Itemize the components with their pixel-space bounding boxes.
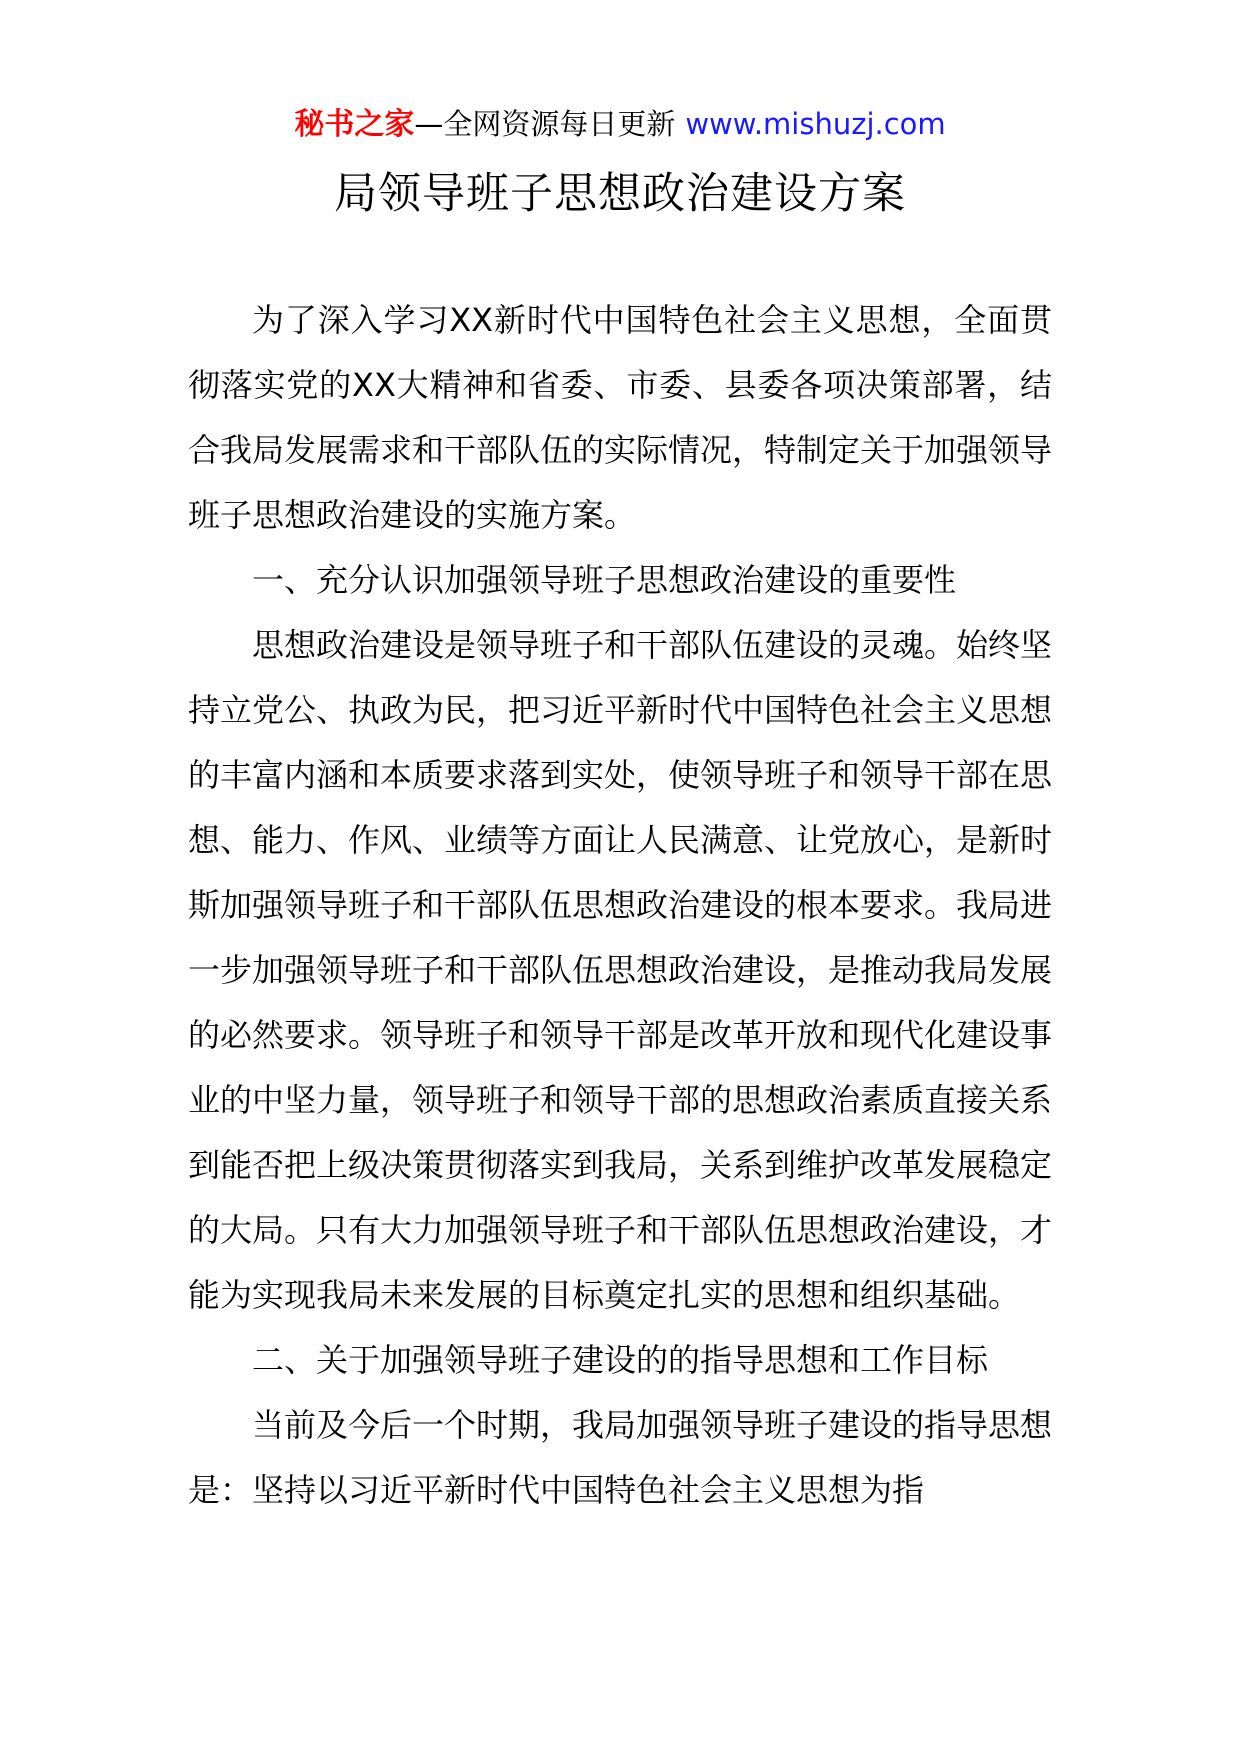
brand-name: 秘书之家: [294, 107, 415, 142]
section-heading-1: 一、充分认识加强领导班子思想政治建设的重要性: [252, 561, 957, 599]
paragraph-section-1: 思想政治建设是领导班子和干部队伍建设的灵魂。始终坚持立党公、执政为民，把习近平新时代中国特色社会主义思想的丰富内涵和本质要求落到实处，使领导班子和领导干部在思想、能力、作风、业绩等方面让人民满意、让党放心，是新时斯加强领导班子和干部队伍思想政治建设的根本要求。我局进一步加强领导班子和干部队伍思想政治建设，是推动我局发展的必然要求。领导班子和领导干部是改革开放和现代化建设事业的中坚力量，领导班子和领导干部的思想政治素质直接关系到能否把上级决策贯彻落实到我局，关系到维护改革发展稳定的大局。只有大力加强领导班子和干部队伍思想政治建设，才能为实现我局未来发展的目标奠定扎实的思想和组织基础。: [188, 626, 1053, 1314]
paragraph-section-2: 当前及今后一个时期，我局加强领导班子建设的指导思想是：坚持以习近平新时代中国特色社会主义思想为指: [188, 1406, 1053, 1509]
document-body: [188, 288, 1052, 1523]
paragraph-intro: 为了深入学习XX新时代中国特色社会主义思想，全面贯彻落实党的XX大精神和省委、市委、县委各项决策部署，结合我局发展需求和干部队伍的实际情况，特制定关于加强领导班子思想政治建设的实施方案。: [188, 301, 1053, 534]
document-title: 局领导班子思想政治建设方案: [334, 169, 906, 219]
header-tagline: —全网资源每日更新: [414, 107, 676, 141]
site-header: [0, 104, 1240, 145]
site-url-link[interactable]: www.mishuzj.com: [685, 107, 946, 141]
section-heading-2: 二、关于加强领导班子建设的的指导思想和工作目标: [252, 1341, 989, 1379]
